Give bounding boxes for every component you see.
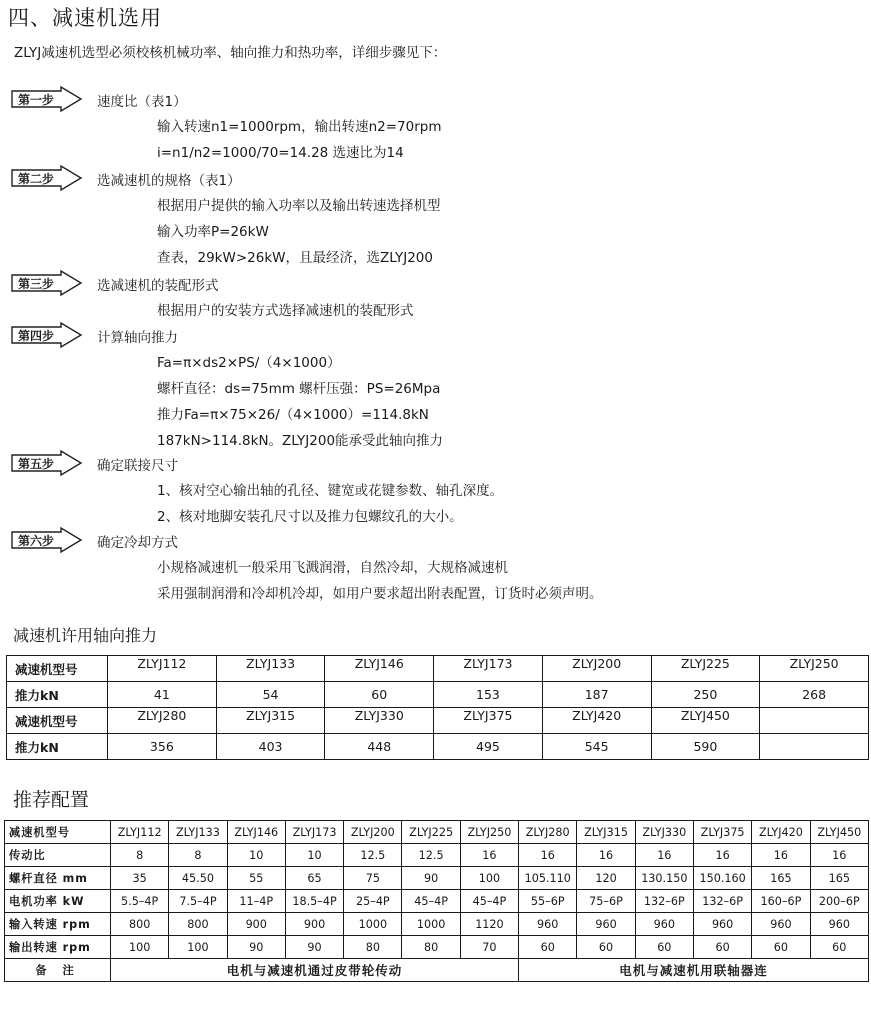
step-arrow-2 — [11, 165, 83, 191]
table-cell: 960 — [635, 913, 693, 936]
step-title: 速度比（表1） — [97, 94, 187, 110]
step-detail-line: 根据用户提供的输入功率以及输出转速选择机型 — [157, 198, 441, 214]
table-cell: 960 — [693, 913, 751, 936]
config-table-row — [5, 913, 869, 936]
table-cell: 16 — [752, 844, 810, 867]
table-cell: 960 — [810, 913, 868, 936]
table-cell: 268 — [760, 682, 869, 708]
table-cell: 100 — [169, 936, 227, 959]
step-detail-line: 推力Fa=π×75×26/（4×1000）=114.8kN — [157, 407, 429, 423]
table-cell — [760, 708, 869, 734]
table-cell: 132–6P — [693, 890, 751, 913]
table-cell: 70 — [460, 936, 518, 959]
table-cell: 250 — [651, 682, 760, 708]
table-cell: ZLYJ225 — [651, 656, 760, 682]
table-cell: 45–4P — [402, 890, 460, 913]
thrust-table-row — [7, 734, 869, 760]
step-title: 选减速机的规格（表1） — [97, 173, 241, 189]
table-cell: 800 — [111, 913, 169, 936]
table-cell: 55–6P — [519, 890, 577, 913]
table-cell: 11–4P — [227, 890, 285, 913]
table-cell: 100 — [111, 936, 169, 959]
table-cell: 35 — [111, 867, 169, 890]
table-cell: 45.50 — [169, 867, 227, 890]
config-note-row — [5, 959, 869, 982]
table-cell: 105.110 — [519, 867, 577, 890]
step-tag-label: 第四步 — [18, 329, 55, 343]
table-cell: 60 — [810, 936, 868, 959]
table-cell: 60 — [325, 682, 434, 708]
table-cell: ZLYJ133 — [216, 656, 325, 682]
table-cell: 16 — [635, 844, 693, 867]
table-cell: 80 — [344, 936, 402, 959]
row-label: 减速机型号 — [5, 821, 111, 844]
row-label: 推力kN — [7, 682, 108, 708]
config-table-row — [5, 867, 869, 890]
step-detail-line: 输入功率P=26kW — [157, 224, 269, 240]
table-cell: 80 — [402, 936, 460, 959]
table-cell: 960 — [752, 913, 810, 936]
row-label: 传动比 — [5, 844, 111, 867]
table-cell: 153 — [434, 682, 543, 708]
table-cell: 900 — [285, 913, 343, 936]
table-cell: 120 — [577, 867, 635, 890]
thrust-table-row — [7, 682, 869, 708]
table-cell — [760, 734, 869, 760]
table-cell: 60 — [519, 936, 577, 959]
row-label: 螺杆直径 mm — [5, 867, 111, 890]
table-cell: 54 — [216, 682, 325, 708]
table-cell: ZLYJ315 — [577, 821, 635, 844]
table-cell: 130.150 — [635, 867, 693, 890]
config-table — [4, 820, 869, 982]
table-cell: 16 — [810, 844, 868, 867]
table-cell: 187 — [542, 682, 651, 708]
table-cell: 1000 — [344, 913, 402, 936]
table-cell: 65 — [285, 867, 343, 890]
row-label: 电机功率 kW — [5, 890, 111, 913]
row-label: 输出转速 rpm — [5, 936, 111, 959]
table-cell: 448 — [325, 734, 434, 760]
table-cell: 356 — [108, 734, 217, 760]
table-cell: 16 — [693, 844, 751, 867]
step-tag-label: 第三步 — [18, 277, 55, 291]
table-cell: 900 — [227, 913, 285, 936]
table-cell: ZLYJ173 — [434, 656, 543, 682]
config-table-row — [5, 936, 869, 959]
step-detail-line: 1、核对空心输出轴的孔径、键宽或花键参数、轴孔深度。 — [157, 483, 504, 499]
step-arrow-4 — [11, 322, 83, 348]
table-cell: 960 — [519, 913, 577, 936]
table-cell: ZLYJ146 — [325, 656, 434, 682]
config-table-row — [5, 890, 869, 913]
table-cell: 12.5 — [344, 844, 402, 867]
step-tag-label: 第五步 — [18, 457, 55, 471]
table-cell: 1000 — [402, 913, 460, 936]
table-cell: 10 — [227, 844, 285, 867]
table-cell: ZLYJ225 — [402, 821, 460, 844]
step-detail-line: 187kN>114.8kN。ZLYJ200能承受此轴向推力 — [157, 433, 444, 449]
row-label: 推力kN — [7, 734, 108, 760]
step-detail-line: 2、核对地脚安装孔尺寸以及推力包螺纹孔的大小。 — [157, 509, 463, 525]
table-cell: 160–6P — [752, 890, 810, 913]
step-arrow-6 — [11, 527, 83, 553]
row-label: 减速机型号 — [7, 656, 108, 682]
table-cell: 41 — [108, 682, 217, 708]
step-detail-line: i=n1/n2=1000/70=14.28 选速比为14 — [157, 145, 404, 161]
table-cell: ZLYJ420 — [752, 821, 810, 844]
table-cell: 165 — [810, 867, 868, 890]
table-cell: ZLYJ112 — [111, 821, 169, 844]
table-cell: 800 — [169, 913, 227, 936]
step-title: 计算轴向推力 — [97, 330, 178, 346]
table-cell: 7.5–4P — [169, 890, 227, 913]
intro-text: ZLYJ减速机选型必须校核机械功率、轴向推力和热功率，详细步骤见下： — [14, 45, 447, 61]
table-cell: ZLYJ450 — [810, 821, 868, 844]
table-cell: ZLYJ146 — [227, 821, 285, 844]
table-cell: 16 — [519, 844, 577, 867]
step-tag-label: 第二步 — [18, 172, 55, 186]
table-cell: 55 — [227, 867, 285, 890]
step-tag-label: 第六步 — [18, 534, 55, 548]
table-cell: 545 — [542, 734, 651, 760]
step-detail-line: 输入转速n1=1000rpm，输出转速n2=70rpm — [157, 119, 442, 135]
step-detail-line: 螺杆直径：ds=75mm 螺杆压强：PS=26Mpa — [157, 381, 441, 397]
thrust-table-row — [7, 708, 869, 734]
row-label: 输入转速 rpm — [5, 913, 111, 936]
table-cell: 200–6P — [810, 890, 868, 913]
table-cell: ZLYJ280 — [108, 708, 217, 734]
table-cell: 90 — [227, 936, 285, 959]
table-cell: 8 — [111, 844, 169, 867]
table-cell: 75 — [344, 867, 402, 890]
step-detail-line: 查表，29kW>26kW，且最经济，选ZLYJ200 — [157, 250, 433, 266]
table-cell: 16 — [577, 844, 635, 867]
table-cell: ZLYJ200 — [344, 821, 402, 844]
step-arrow-5 — [11, 450, 83, 476]
step-detail-line: 根据用户的安装方式选择减速机的装配形式 — [157, 303, 414, 319]
table-cell: 75–6P — [577, 890, 635, 913]
table-cell: 12.5 — [402, 844, 460, 867]
table-cell: ZLYJ173 — [285, 821, 343, 844]
step-title: 确定联接尺寸 — [97, 458, 178, 474]
note-coupling: 电机与减速机用联轴器连 — [519, 959, 869, 982]
thrust-table-title: 减速机许用轴向推力 — [13, 626, 158, 645]
config-table-row — [5, 844, 869, 867]
step-title: 选减速机的装配形式 — [97, 278, 219, 294]
table-cell: ZLYJ330 — [635, 821, 693, 844]
step-detail-line: 小规格减速机一般采用飞溅润滑，自然冷却，大规格减速机 — [157, 560, 508, 576]
table-cell: 60 — [577, 936, 635, 959]
table-cell: ZLYJ330 — [325, 708, 434, 734]
section-heading: 四、减速机选用 — [8, 6, 162, 30]
thrust-table-row — [7, 656, 869, 682]
table-cell: 495 — [434, 734, 543, 760]
table-cell: ZLYJ200 — [542, 656, 651, 682]
step-arrow-1 — [11, 86, 83, 112]
table-cell: 45–4P — [460, 890, 518, 913]
table-cell: ZLYJ250 — [460, 821, 518, 844]
table-cell: 60 — [752, 936, 810, 959]
table-cell: ZLYJ280 — [519, 821, 577, 844]
step-detail-line: Fa=π×ds2×PS/（4×1000） — [157, 355, 341, 371]
table-cell: 90 — [285, 936, 343, 959]
note-belt-drive: 电机与减速机通过皮带轮传动 — [111, 959, 519, 982]
table-cell: 90 — [402, 867, 460, 890]
config-table-row — [5, 821, 869, 844]
config-table-title: 推荐配置 — [13, 789, 90, 811]
row-label: 减速机型号 — [7, 708, 108, 734]
table-cell: 25–4P — [344, 890, 402, 913]
step-detail-line: 采用强制润滑和冷却机冷却，如用户要求超出附表配置，订货时必须声明。 — [157, 586, 603, 602]
note-label: 备 注 — [5, 959, 111, 982]
table-cell: 5.5–4P — [111, 890, 169, 913]
step-tag-label: 第一步 — [18, 93, 55, 107]
table-cell: ZLYJ315 — [216, 708, 325, 734]
table-cell: 60 — [635, 936, 693, 959]
table-cell: 165 — [752, 867, 810, 890]
table-cell: ZLYJ112 — [108, 656, 217, 682]
step-title: 确定冷却方式 — [97, 535, 178, 551]
table-cell: 960 — [577, 913, 635, 936]
thrust-table — [6, 655, 869, 760]
table-cell: 10 — [285, 844, 343, 867]
table-cell: 100 — [460, 867, 518, 890]
table-cell: 590 — [651, 734, 760, 760]
table-cell: 60 — [693, 936, 751, 959]
table-cell: 8 — [169, 844, 227, 867]
table-cell: ZLYJ420 — [542, 708, 651, 734]
table-cell: ZLYJ375 — [693, 821, 751, 844]
table-cell: ZLYJ450 — [651, 708, 760, 734]
table-cell: 150.160 — [693, 867, 751, 890]
table-cell: 403 — [216, 734, 325, 760]
step-arrow-3 — [11, 270, 83, 296]
table-cell: ZLYJ375 — [434, 708, 543, 734]
table-cell: ZLYJ250 — [760, 656, 869, 682]
table-cell: 18.5–4P — [285, 890, 343, 913]
table-cell: 16 — [460, 844, 518, 867]
table-cell: 1120 — [460, 913, 518, 936]
table-cell: ZLYJ133 — [169, 821, 227, 844]
table-cell: 132–6P — [635, 890, 693, 913]
